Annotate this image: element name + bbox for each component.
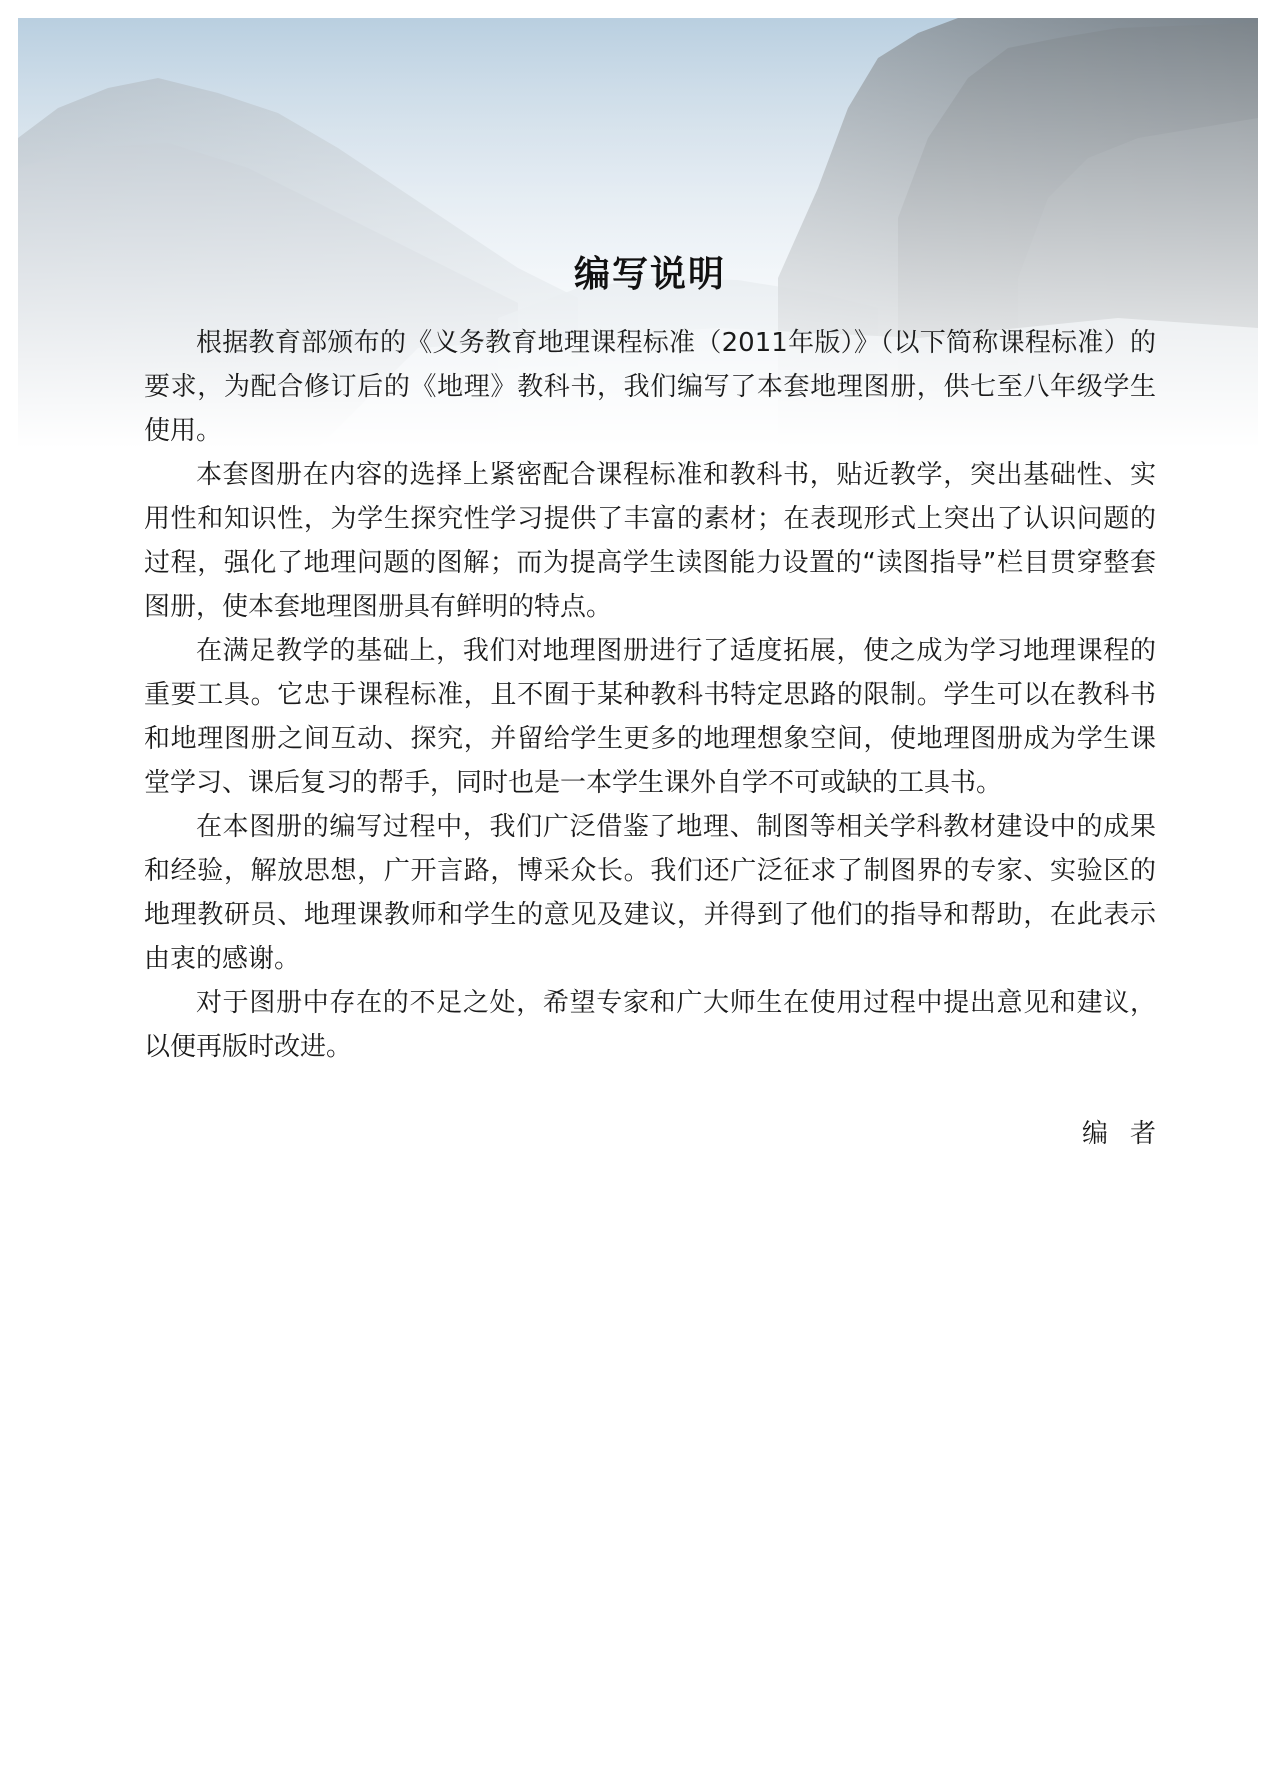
document-title: 编写说明	[573, 254, 726, 295]
paragraph-4: 在本图册的编写过程中，我们广泛借鉴了地理、制图等相关学科教材建设中的成果和经验，解放思想，广开言路，博采众长。我们还广泛征求了制图界的专家、实验区的地理教研员、地理课教师和学生的意见及建议，并得到了他们的指导和帮助，在此表示由衷的感谢。	[144, 812, 1156, 974]
paragraph-5: 对于图册中存在的不足之处，希望专家和广大师生在使用过程中提出意见和建议，以便再版时改进。	[144, 988, 1156, 1062]
paragraph-2: 本套图册在内容的选择上紧密配合课程标准和教科书，贴近教学，突出基础性、实用性和知识性，为学生探究性学习提供了丰富的素材；在表现形式上突出了认识问题的过程，强化了地理问题的图解；而为提高学生读图能力设置的“读图指导”栏目贯穿整套图册，使本套地理图册具有鲜明的特点。	[144, 460, 1156, 622]
document-content	[144, 218, 1178, 1150]
document-page	[18, 18, 1258, 1772]
paragraph-3: 在满足教学的基础上，我们对地理图册进行了适度拓展，使之成为学习地理课程的重要工具。它忠于课程标准，且不囿于某种教科书特定思路的限制。学生可以在教科书和地理图册之间互动、探究，并留给学生更多的地理想象空间，使地理图册成为学生课堂学习、课后复习的帮手，同时也是一本学生课外自学不可或缺的工具书。	[144, 636, 1156, 798]
author-signature: 编者	[1081, 1119, 1178, 1149]
paragraph-1: 根据教育部颁布的《义务教育地理课程标准（2011年版）》（以下简称课程标准）的要求，为配合修订后的《地理》教科书，我们编写了本套地理图册，供七至八年级学生使用。	[144, 328, 1156, 446]
